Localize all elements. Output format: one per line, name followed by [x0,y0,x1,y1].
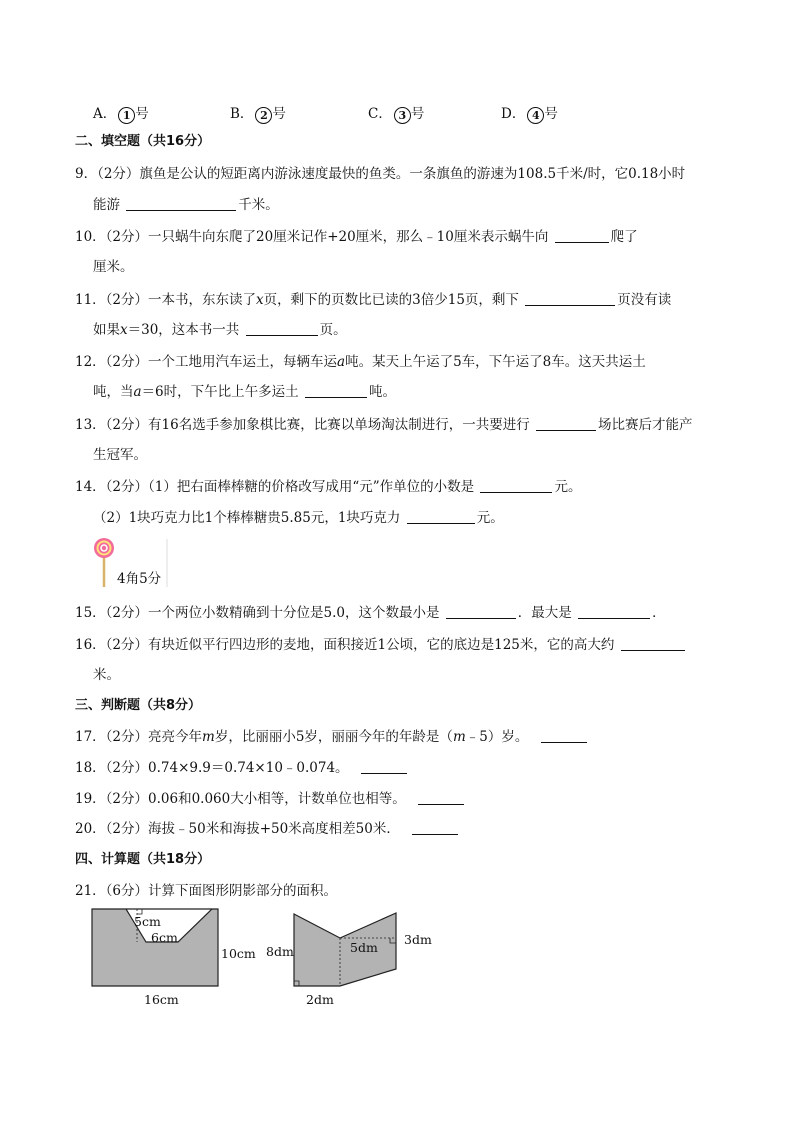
question-11-line2: 如果x＝30，这本书一共 页。 [93,322,347,338]
section-calculation: 四、计算题（共18分） [75,852,211,867]
question-14-line2: （2）1块巧克力比1个棒棒糖贵5.85元，1块巧克力 元。 [93,510,504,526]
question-19: 19．（2分）0.06和0.060大小相等，计数单位也相等。 [75,790,466,808]
question-13-line2: 生冠军。 [93,447,147,463]
label-5dm: 5dm [350,940,378,955]
answer-blank-13[interactable] [536,416,596,431]
question-12-line1: 12．（2分）一个工地用汽车运土，每辆车运a吨。某天上午运了5车，下午运了8车。这天共运土 [75,354,646,370]
label-3dm: 3dm [404,932,432,947]
figure-trapezoid [266,910,446,1010]
answer-blank-17[interactable] [541,728,587,743]
answer-blank-12[interactable] [305,383,367,398]
option-d[interactable]: D． 4 号 [501,106,558,122]
answer-blank-11b[interactable] [246,321,318,336]
lollipop-price: 4角5分 [117,571,162,587]
answer-blank-10[interactable] [555,228,609,243]
circled-number: 2 [255,107,272,124]
question-21: 21．（6分）计算下面图形阴影部分的面积。 [75,883,338,899]
label-6cm: 6cm [151,930,178,945]
label-10cm: 10cm [221,946,256,961]
answer-blank-9[interactable] [126,196,236,211]
answer-blank-11a[interactable] [525,291,615,306]
answer-blank-18[interactable] [361,759,407,774]
option-b[interactable]: B． 2 号 [230,106,286,122]
question-10-line1: 10．（2分）一只蜗牛向东爬了20厘米记作+20厘米，那么﹣10厘米表示蜗牛向 爬了 [75,229,638,245]
answer-blank-15b[interactable] [578,604,650,619]
option-a[interactable]: A． 1 号 [93,106,149,122]
question-17: 17．（2分）亮亮今年m岁，比丽丽小5岁，丽丽今年的年龄是（m﹣5）岁。 [75,728,589,746]
question-9-line1: 9．（2分）旗鱼是公认的短距离内游泳速度最快的鱼类。一条旗鱼的游速为108.5千米/时，它0.18小时 [75,166,686,182]
circled-number: 3 [394,107,411,124]
question-9-line2: 能游 千米。 [93,197,279,213]
question-15: 15．（2分）一个两位小数精确到十分位是5.0，这个数最小是 ．最大是 ． [75,605,666,621]
answer-blank-14a[interactable] [480,478,552,493]
question-12-line2: 吨，当a＝6时，下午比上午多运土 吨。 [93,384,396,400]
circled-number: 1 [118,107,135,124]
question-18: 18．（2分）0.74×9.9＝0.74×10﹣0.074。 [75,759,409,777]
label-2dm: 2dm [306,992,334,1007]
circled-number: 4 [527,107,544,124]
label-5cm: 5cm [134,914,161,929]
answer-blank-16[interactable] [621,636,685,651]
section-judgement: 三、判断题（共8分） [75,698,202,713]
option-c[interactable]: C． 3 号 [368,106,425,122]
figure-rectangle-notch [88,906,268,1006]
answer-blank-20[interactable] [412,820,458,835]
label-8dm: 8dm [266,944,294,959]
question-16-line1: 16．（2分）有块近似平行四边形的麦地，面积接近1公顷，它的底边是125米，它的高大约 [75,636,687,654]
question-10-line2: 厘米。 [93,259,134,275]
section-fill-in: 二、填空题（共16分） [75,134,211,149]
question-11-line1: 11．（2分）一本书，东东读了x页，剩下的页数比已读的3倍少15页，剩下 页没有读 [75,292,672,308]
answer-blank-15a[interactable] [446,604,516,619]
question-14-line1: 14．（2分）（1）把右面棒棒糖的价格改写成用“元”作单位的小数是 元。 [75,479,582,495]
question-16-line2: 米。 [93,667,120,683]
answer-blank-14b[interactable] [407,509,475,524]
answer-blank-19[interactable] [418,790,464,805]
label-16cm: 16cm [144,992,179,1007]
shaded-trapezoid-diagram [266,910,446,1010]
lollipop-picture [93,537,173,592]
question-20: 20．（2分）海拔﹣50米和海拔+50米高度相差50米． [75,820,460,838]
question-13-line1: 13．（2分）有16名选手参加象棋比赛，比赛以单场淘汰制进行，一共要进行 场比赛后才能产 [75,417,693,433]
